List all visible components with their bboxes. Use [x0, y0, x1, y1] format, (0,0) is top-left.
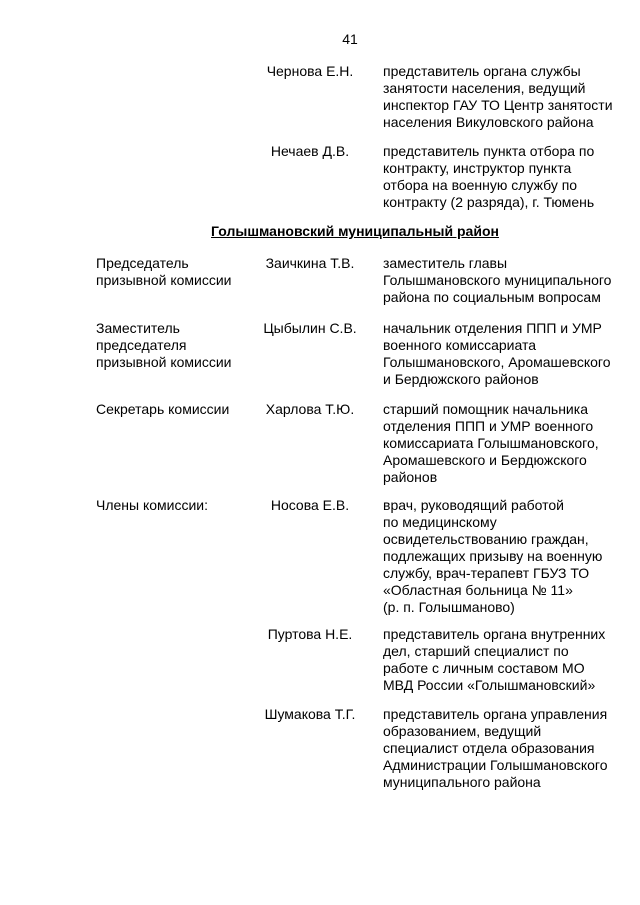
- member-name: Цыбылин С.В.: [263, 320, 357, 336]
- member-description: заместитель главы Голышмановского муниципального района по социальным вопросам: [383, 255, 612, 305]
- member-role: Председатель призывной комиссии: [96, 255, 232, 288]
- section-heading: Голышмановский муниципальный район: [211, 223, 499, 239]
- member-role: Заместитель председателя призывной комиссии: [96, 320, 232, 370]
- member-description: представитель органа службы занятости населения, ведущий инспектор ГАУ ТО Центр занятости населения Викуловского района: [383, 63, 613, 130]
- member-name: Шумакова Т.Г.: [264, 706, 356, 722]
- member-name: Носова Е.В.: [270, 497, 350, 513]
- member-description: представитель пункта отбора по контракту, инструктор пункта отбора на военную службу по контракту (2 разряда), г. Тюмень: [383, 143, 595, 210]
- member-name: Харлова Т.Ю.: [265, 401, 355, 417]
- member-name: Чернова Е.Н.: [266, 63, 354, 79]
- member-role: Члены комиссии:: [96, 497, 209, 513]
- member-description: представитель органа внутренних дел, старший специалист по работе с личным составом МО МВД России «Голышмановский»: [383, 626, 606, 693]
- member-description: представитель органа управления образованием, ведущий специалист отдела образования Администрации Голышмановского муниципального района: [383, 706, 608, 790]
- member-name: Заичкина Т.В.: [265, 255, 355, 271]
- member-description: начальник отделения ППП и УМР военного комиссариата Голышмановского, Аромашевского и Бердюжского районов: [383, 320, 611, 387]
- member-description: старший помощник начальника отделения ППП и УМР военного комиссариата Голышмановского, Аромашевского и Бердюжского районов: [383, 401, 599, 485]
- member-name: Пуртова Н.Е.: [267, 626, 353, 642]
- page-number: 41: [342, 31, 358, 47]
- member-name: Нечаев Д.В.: [270, 143, 350, 159]
- member-description: врач, руководящий работой по медицинскому освидетельствованию граждан, подлежащих призыву на военную службу, врач-терапевт ГБУЗ ТО «Областная больница № 11» (р. п. Голышманово): [383, 497, 603, 615]
- member-role: Секретарь комиссии: [96, 401, 230, 417]
